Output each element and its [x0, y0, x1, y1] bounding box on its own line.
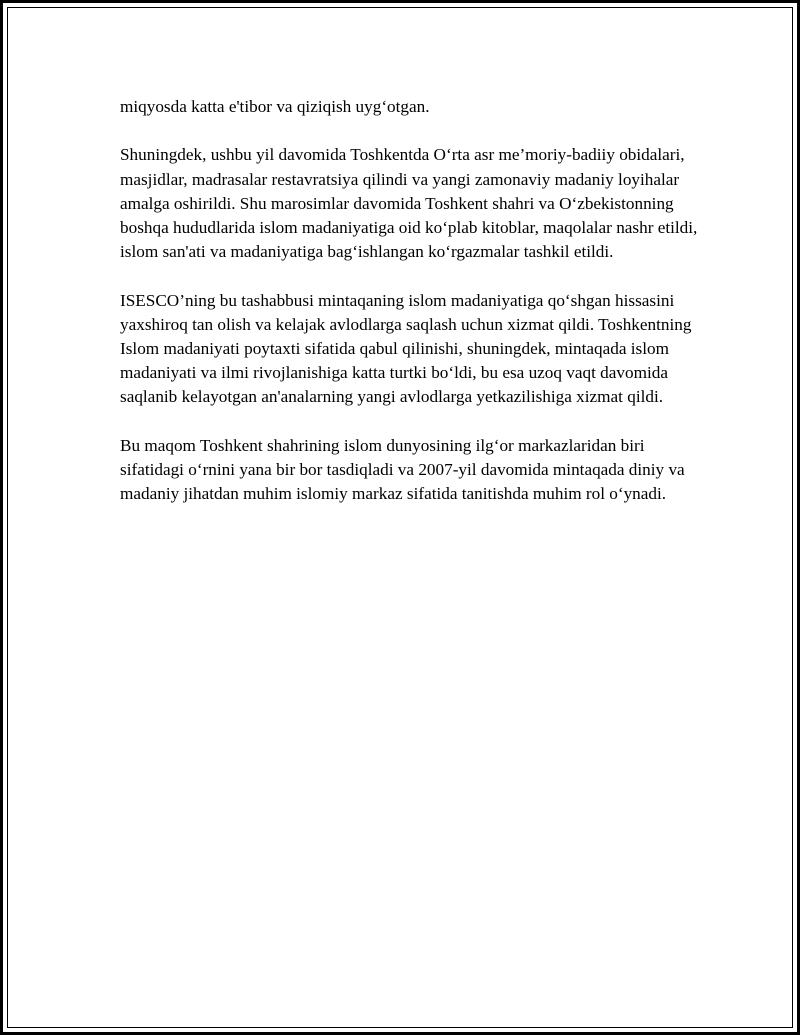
- paragraph-4: Bu maqom Toshkent shahrining islom dunyosining ilg‘or markazlaridan biri sifatidagi o‘rnini yana bir bor tasdiqladi va 2007-yil davomida mintaqada diniy va madaniy jihatdan muhim islomiy markaz sifatida tanitishda muhim rol o‘ynadi.: [120, 435, 685, 504]
- paragraph-3: ISESCO’ning bu tashabbusi mintaqaning islom madaniyatiga qo‘shgan hissasini yaxshiroq tan olish va kelajak avlodlarga saqlash uchun xizmat qildi. Toshkentning Islom madaniyati poytaxti sifatida qabul qilinishi, shuningdek, mintaqada islom madaniyati va ilmi rivojlanishiga katta turtki bo‘ldi, bu esa uzoq vaqt davomida saqlanib kelayotgan an'analarning yangi avlodlarga yetkazilishiga xizmat qildi.: [120, 290, 692, 407]
- document-body: [120, 95, 700, 531]
- paragraph-2: Shuningdek, ushbu yil davomida Toshkentda O‘rta asr me’moriy-badiiy obidalari, masjidlar, madrasalar restavratsiya qilindi va yangi zamonaviy madaniy loyihalar amalga oshirildi. Shu marosimlar davomida Toshkent shahri va O‘zbekistonning boshqa hududlarida islom madaniyatiga oid ko‘plab kitoblar, maqolalar nashr etildi, islom san'ati va madaniyatiga bag‘ishlangan ko‘rgazmalar tashkil etildi.: [120, 145, 698, 262]
- paragraph-1: miqyosda katta e'tibor va qiziqish uyg‘otgan.: [120, 97, 430, 116]
